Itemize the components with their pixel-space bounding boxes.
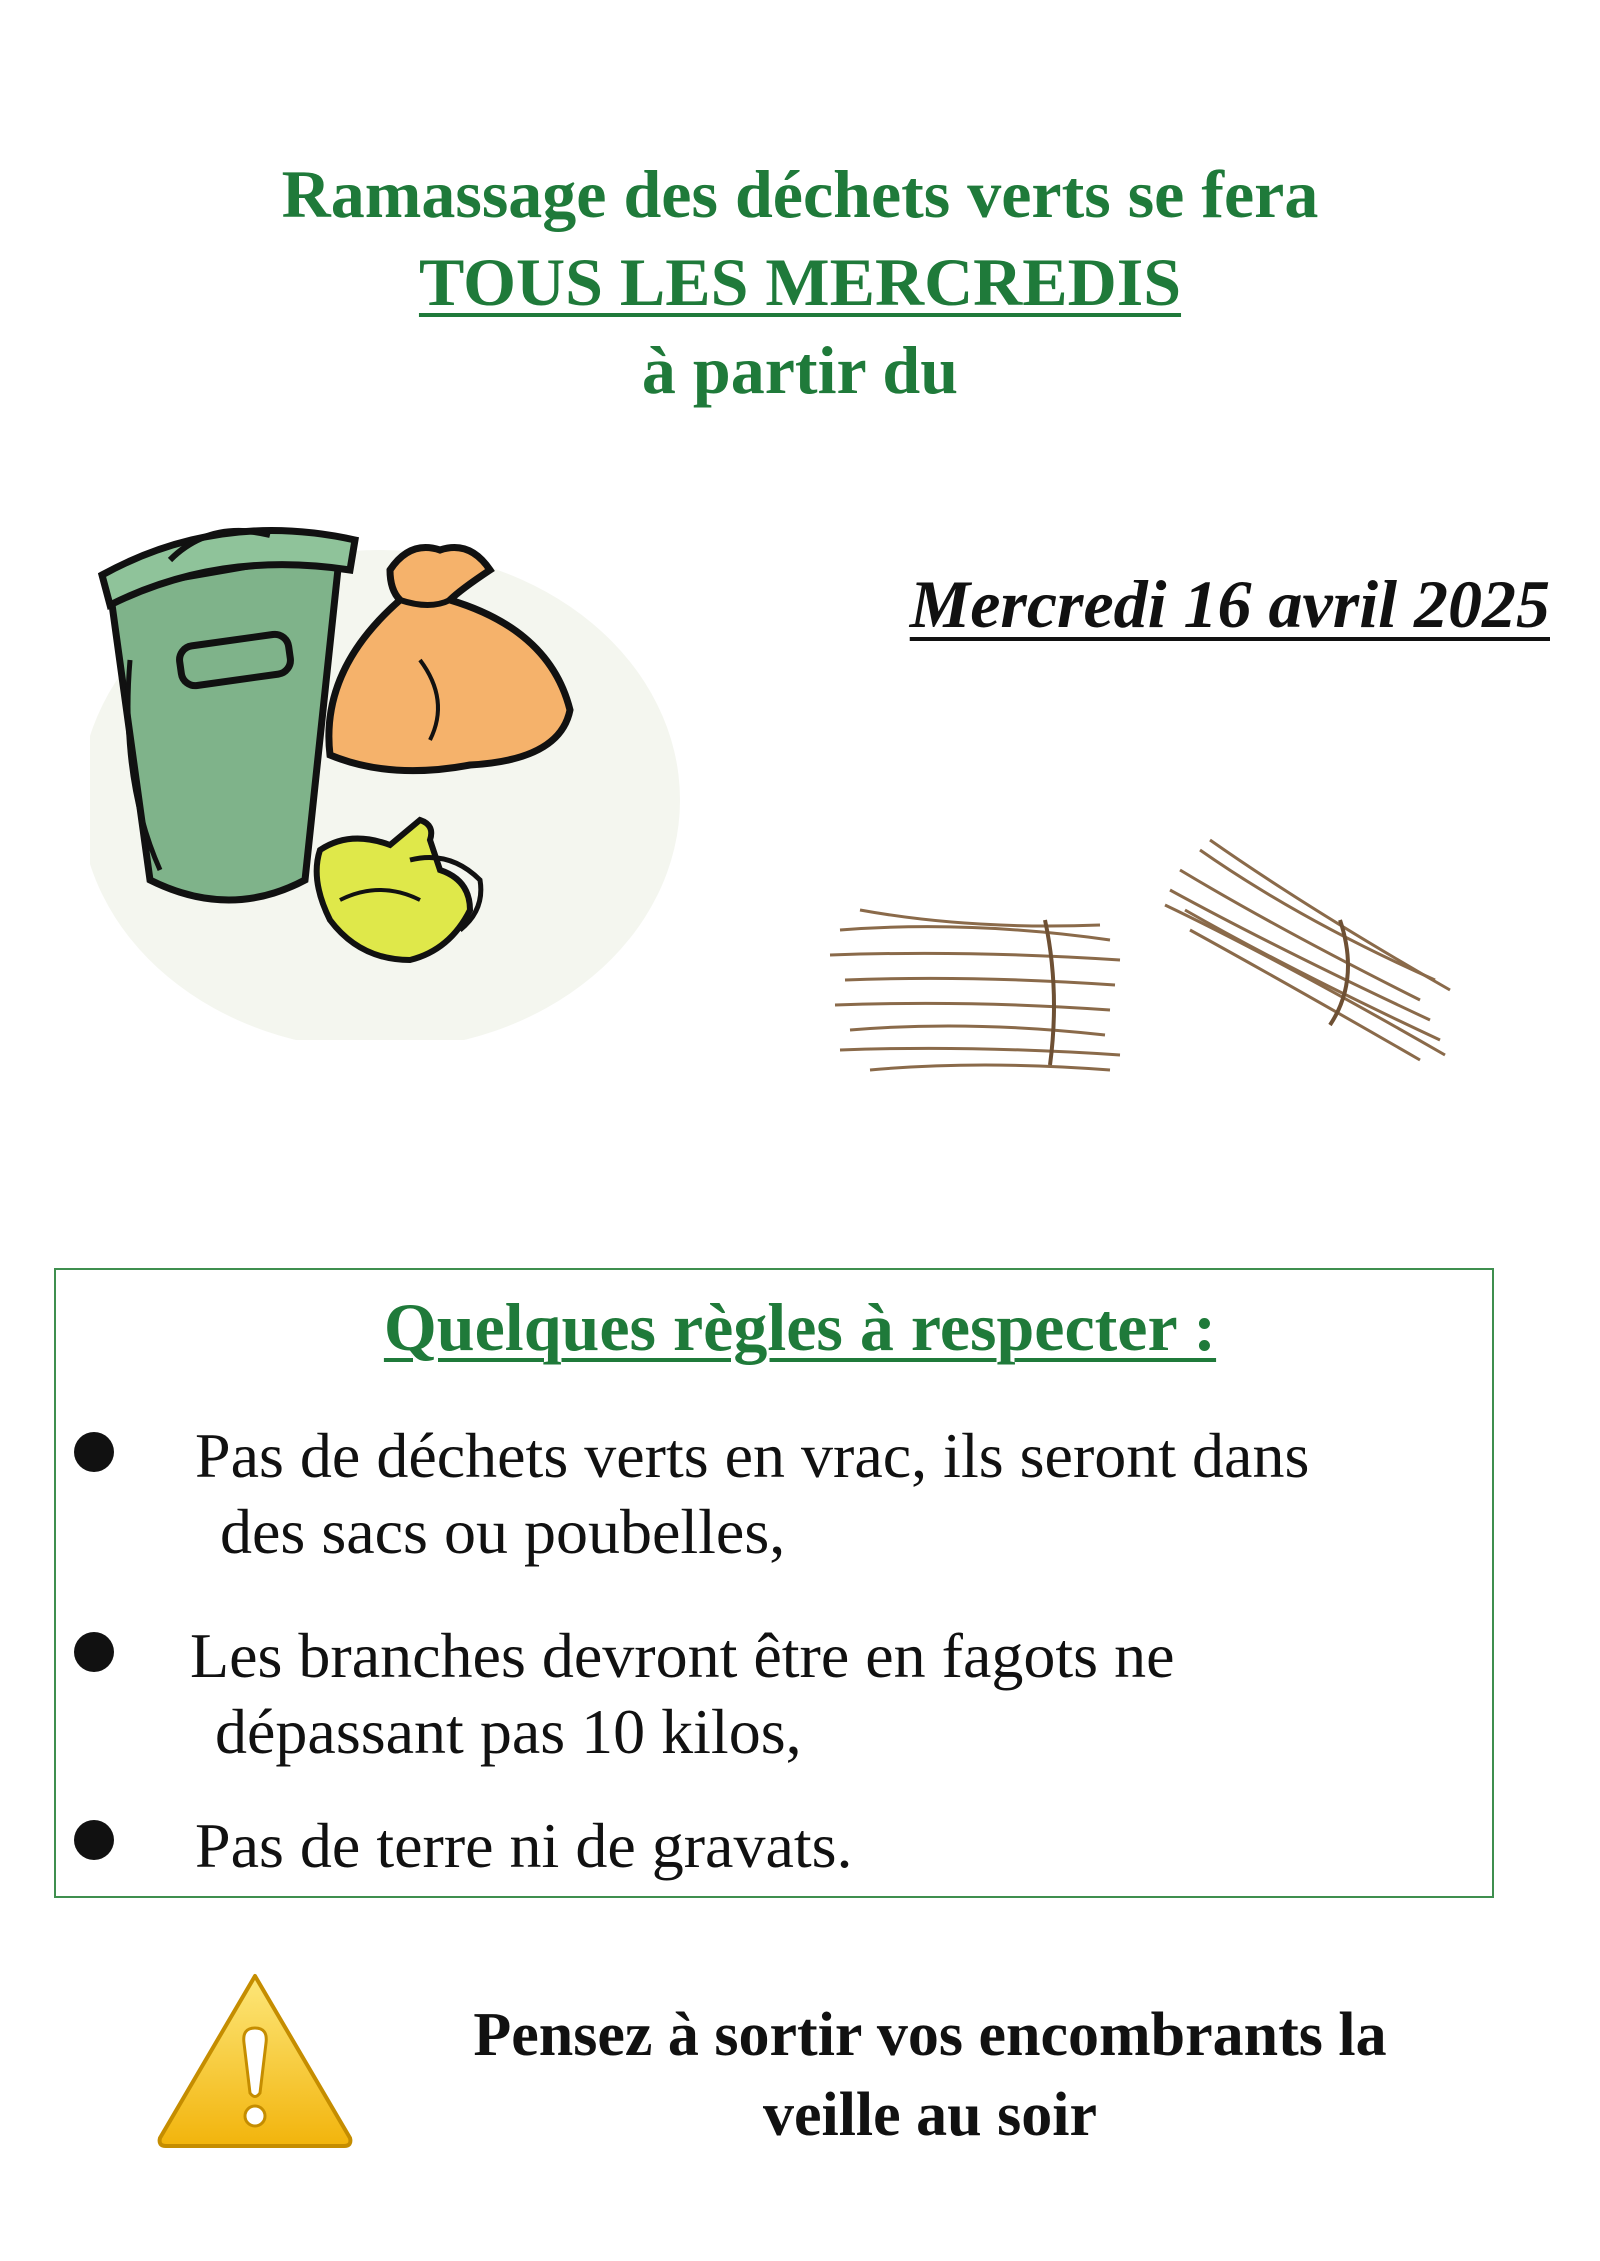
reminder-text <box>380 1995 1480 2155</box>
bullet-icon <box>74 1432 114 1472</box>
header-line-3: à partir du <box>641 332 959 408</box>
rule-item-1-line-2: des sacs ou poubelles, <box>220 1496 786 1567</box>
clipart-bin-bag-gloves <box>90 480 690 1040</box>
header-line-2: TOUS LES MERCREDIS <box>418 244 1182 320</box>
reminder-line-2: veille au soir <box>762 2081 1098 2149</box>
rule-item-3-line-1: Pas de terre ni de gravats. <box>195 1810 853 1881</box>
rule-item-2-line-2: dépassant pas 10 kilos, <box>215 1696 802 1767</box>
rule-item-2-line-1: Les branches devront être en fagots ne <box>190 1620 1175 1691</box>
rule-item-3 <box>195 1808 1495 1884</box>
rule-item-1-line-1: Pas de déchets verts en vrac, ils seront dans <box>195 1420 1310 1491</box>
reminder-line-1: Pensez à sortir vos encombrants la <box>473 2001 1387 2069</box>
warning-icon <box>150 1968 360 2153</box>
collection-start-date: Mercredi 16 avril 2025 <box>909 566 1550 642</box>
bullet-icon <box>74 1632 114 1672</box>
bullet-icon <box>74 1820 114 1860</box>
rule-item-1 <box>195 1418 1495 1570</box>
bundled-branches-icon <box>820 810 1540 1130</box>
rule-item-2 <box>190 1618 1490 1770</box>
rules-title: Quelques règles à respecter : <box>383 1289 1217 1365</box>
header-title <box>0 150 1600 414</box>
header-line-1: Ramassage des déchets verts se fera <box>281 156 1319 232</box>
